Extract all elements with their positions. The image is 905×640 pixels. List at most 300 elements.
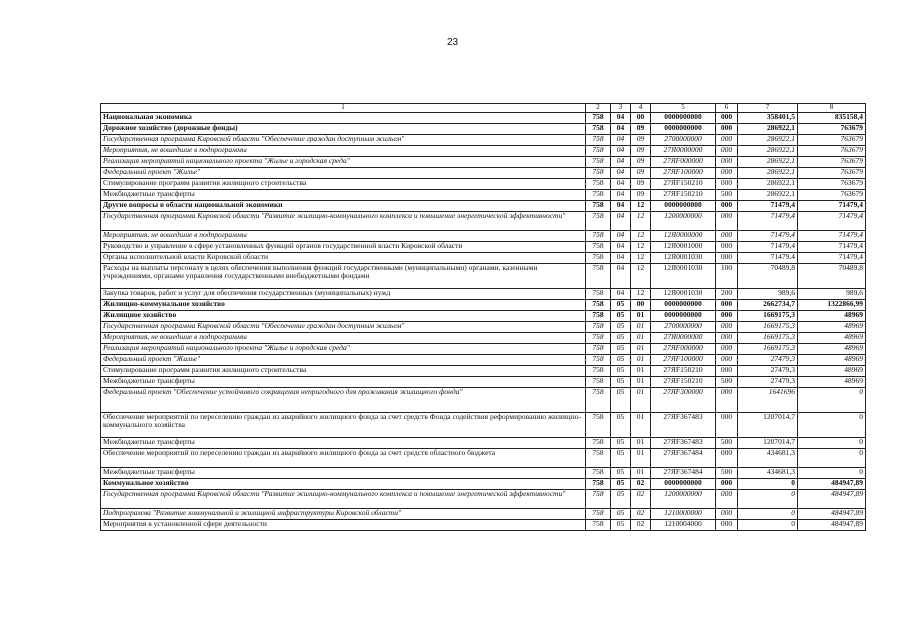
row-amount-col7: 1669175,3 [738, 333, 798, 344]
row-subsection-code: 02 [631, 509, 651, 520]
row-section-code: 05 [611, 311, 631, 322]
row-target-article: 1200000000 [651, 490, 716, 509]
row-description: Национальная экономика [101, 113, 586, 124]
row-amount-col7: 27479,3 [738, 366, 798, 377]
row-target-article: 27Я0000000 [651, 333, 716, 344]
row-target-article: 27Я0000000 [651, 146, 716, 157]
row-target-article: 27ЯF100000 [651, 168, 716, 179]
row-amount-col7: 1641696 [738, 388, 798, 413]
header-cell: 7 [738, 104, 798, 113]
row-subsection-code: 12 [631, 201, 651, 212]
row-amount-col8: 484947,89 [798, 509, 866, 520]
row-amount-col8: 71479,4 [798, 242, 866, 253]
table-row [101, 438, 866, 449]
row-target-article: 27ЯF367483 [651, 413, 716, 438]
table-row [101, 333, 866, 344]
row-subsection-code: 01 [631, 344, 651, 355]
row-expense-type: 000 [716, 344, 738, 355]
row-description: Органы исполнительной власти Кировской области [101, 253, 586, 264]
row-amount-col8: 763679 [798, 124, 866, 135]
row-expense-type: 500 [716, 468, 738, 479]
row-ministry-code: 758 [586, 366, 611, 377]
row-section-code: 05 [611, 413, 631, 438]
row-amount-col7: 286922,1 [738, 179, 798, 190]
row-target-article: 0000000000 [651, 300, 716, 311]
row-amount-col8: 71479,4 [798, 212, 866, 231]
row-expense-type: 000 [716, 479, 738, 490]
table-row [101, 322, 866, 333]
row-ministry-code: 758 [586, 509, 611, 520]
row-expense-type: 000 [716, 179, 738, 190]
row-target-article: 27ЯF367484 [651, 468, 716, 479]
row-expense-type: 000 [716, 157, 738, 168]
table-row [101, 479, 866, 490]
row-section-code: 05 [611, 344, 631, 355]
table-row [101, 157, 866, 168]
table-row [101, 377, 866, 388]
row-target-article: 1210004000 [651, 520, 716, 531]
row-amount-col7: 0 [738, 479, 798, 490]
row-subsection-code: 09 [631, 168, 651, 179]
row-amount-col8: 484947,89 [798, 490, 866, 509]
row-expense-type: 000 [716, 124, 738, 135]
row-ministry-code: 758 [586, 201, 611, 212]
row-amount-col7: 0 [738, 490, 798, 509]
row-section-code: 05 [611, 388, 631, 413]
row-ministry-code: 758 [586, 242, 611, 253]
row-target-article: 27ЯF150210 [651, 377, 716, 388]
row-subsection-code: 01 [631, 311, 651, 322]
row-expense-type: 000 [716, 242, 738, 253]
table-row [101, 490, 866, 509]
table-row [101, 253, 866, 264]
row-expense-type: 000 [716, 311, 738, 322]
row-amount-col7: 71479,4 [738, 212, 798, 231]
row-expense-type: 500 [716, 438, 738, 449]
header-row [101, 104, 866, 113]
row-description: Реализация мероприятий национального проекта "Жилье и городская среда" [101, 344, 586, 355]
row-expense-type: 000 [716, 212, 738, 231]
row-section-code: 05 [611, 479, 631, 490]
row-expense-type: 000 [716, 135, 738, 146]
row-description: Межбюджетные трансферты [101, 468, 586, 479]
row-expense-type: 000 [716, 520, 738, 531]
row-amount-col8: 70489,8 [798, 264, 866, 289]
table-row [101, 231, 866, 242]
row-amount-col8: 71479,4 [798, 231, 866, 242]
row-description: Другие вопросы в области национальной экономики [101, 201, 586, 212]
row-section-code: 05 [611, 322, 631, 333]
table-row [101, 212, 866, 231]
row-section-code: 04 [611, 264, 631, 289]
row-amount-col8: 48969 [798, 333, 866, 344]
row-subsection-code: 09 [631, 179, 651, 190]
row-expense-type: 000 [716, 413, 738, 438]
row-amount-col8: 0 [798, 468, 866, 479]
table-row [101, 201, 866, 212]
row-subsection-code: 01 [631, 322, 651, 333]
row-expense-type: 500 [716, 190, 738, 201]
row-amount-col8: 48969 [798, 377, 866, 388]
row-target-article: 12Я0000000 [651, 231, 716, 242]
row-amount-col8: 48969 [798, 344, 866, 355]
row-subsection-code: 12 [631, 242, 651, 253]
row-target-article: 12Я0001000 [651, 242, 716, 253]
row-ministry-code: 758 [586, 438, 611, 449]
row-subsection-code: 12 [631, 212, 651, 231]
row-target-article: 27ЯF150210 [651, 179, 716, 190]
row-ministry-code: 758 [586, 168, 611, 179]
row-section-code: 04 [611, 113, 631, 124]
row-target-article: 27ЯF000000 [651, 344, 716, 355]
row-amount-col8: 763679 [798, 135, 866, 146]
row-subsection-code: 12 [631, 264, 651, 289]
row-target-article: 27ЯF367484 [651, 449, 716, 468]
row-amount-col7: 27479,3 [738, 377, 798, 388]
row-description: Стимулирование программ развития жилищного строительства [101, 366, 586, 377]
row-amount-col8: 48969 [798, 322, 866, 333]
row-amount-col7: 434681,3 [738, 449, 798, 468]
table-row [101, 168, 866, 179]
row-expense-type: 000 [716, 490, 738, 509]
row-description: Федеральный проект "Жилье" [101, 355, 586, 366]
row-ministry-code: 758 [586, 179, 611, 190]
row-subsection-code: 09 [631, 190, 651, 201]
row-description: Обеспечение мероприятий по переселению граждан из аварийного жилищного фонда за счет средств областного бюджета [101, 449, 586, 468]
row-description: Реализация мероприятий национального проекта "Жилье и городская среда" [101, 157, 586, 168]
row-subsection-code: 12 [631, 289, 651, 300]
row-subsection-code: 01 [631, 413, 651, 438]
row-ministry-code: 758 [586, 377, 611, 388]
row-ministry-code: 758 [586, 311, 611, 322]
row-ministry-code: 758 [586, 146, 611, 157]
row-section-code: 04 [611, 212, 631, 231]
row-subsection-code: 01 [631, 355, 651, 366]
row-target-article: 2700000000 [651, 135, 716, 146]
row-target-article: 27ЯF367483 [651, 438, 716, 449]
row-description: Федеральный проект "Обеспечение устойчивого сокращения непригодного для проживания жилищного фонда" [101, 388, 586, 413]
row-description: Мероприятия, не вошедшие в подпрограммы [101, 333, 586, 344]
row-subsection-code: 02 [631, 479, 651, 490]
row-amount-col8: 71479,4 [798, 253, 866, 264]
row-description: Стимулирование программ развития жилищного строительства [101, 179, 586, 190]
row-target-article: 0000000000 [651, 201, 716, 212]
row-subsection-code: 12 [631, 253, 651, 264]
row-section-code: 04 [611, 168, 631, 179]
row-amount-col7: 1669175,3 [738, 344, 798, 355]
row-section-code: 04 [611, 253, 631, 264]
row-amount-col8: 763679 [798, 179, 866, 190]
row-section-code: 04 [611, 190, 631, 201]
table-row [101, 300, 866, 311]
row-description: Государственная программа Кировской области "Развитие жилищно-коммунального комплекса и повышение энергетической эффективности" [101, 490, 586, 509]
row-ministry-code: 758 [586, 157, 611, 168]
row-expense-type: 000 [716, 201, 738, 212]
row-amount-col8: 484947,89 [798, 479, 866, 490]
row-subsection-code: 09 [631, 135, 651, 146]
row-amount-col8: 0 [798, 438, 866, 449]
row-target-article: 27ЯF100000 [651, 355, 716, 366]
row-expense-type: 000 [716, 509, 738, 520]
row-description: Коммунальное хозяйство [101, 479, 586, 490]
row-amount-col8: 0 [798, 388, 866, 413]
row-subsection-code: 01 [631, 468, 651, 479]
row-amount-col8: 835158,4 [798, 113, 866, 124]
row-section-code: 05 [611, 520, 631, 531]
table-row [101, 355, 866, 366]
row-amount-col7: 1669175,3 [738, 322, 798, 333]
table-row [101, 449, 866, 468]
row-subsection-code: 02 [631, 490, 651, 509]
row-section-code: 04 [611, 157, 631, 168]
row-description: Мероприятия в установленной сфере деятельности [101, 520, 586, 531]
row-amount-col7: 1207014,7 [738, 413, 798, 438]
row-ministry-code: 758 [586, 344, 611, 355]
row-section-code: 04 [611, 146, 631, 157]
row-ministry-code: 758 [586, 468, 611, 479]
row-subsection-code: 01 [631, 377, 651, 388]
row-subsection-code: 01 [631, 438, 651, 449]
row-subsection-code: 00 [631, 300, 651, 311]
row-section-code: 04 [611, 201, 631, 212]
row-expense-type: 000 [716, 333, 738, 344]
table-row [101, 388, 866, 413]
row-amount-col7: 989,6 [738, 289, 798, 300]
row-subsection-code: 01 [631, 449, 651, 468]
row-section-code: 05 [611, 490, 631, 509]
row-description: Жилищно-коммунальное хозяйство [101, 300, 586, 311]
page-number: 23 [446, 37, 459, 48]
row-description: Руководство и управление в сфере установленных функций органов государственной власти Кировской области [101, 242, 586, 253]
row-section-code: 04 [611, 179, 631, 190]
header-cell: 5 [651, 104, 716, 113]
row-amount-col8: 71479,4 [798, 201, 866, 212]
row-expense-type: 000 [716, 449, 738, 468]
table-body [101, 113, 866, 531]
table-row [101, 135, 866, 146]
row-description: Межбюджетные трансферты [101, 377, 586, 388]
row-subsection-code: 02 [631, 520, 651, 531]
header-cell: 3 [611, 104, 631, 113]
header-cell: 1 [101, 104, 586, 113]
row-expense-type: 000 [716, 355, 738, 366]
row-target-article: 2700000000 [651, 322, 716, 333]
table-row [101, 413, 866, 438]
table-row [101, 289, 866, 300]
row-section-code: 05 [611, 377, 631, 388]
row-target-article: 27ЯF300000 [651, 388, 716, 413]
row-ministry-code: 758 [586, 212, 611, 231]
row-section-code: 05 [611, 449, 631, 468]
row-description: Закупка товаров, работ и услуг для обеспечения государственных (муниципальных) нужд [101, 289, 586, 300]
row-section-code: 05 [611, 468, 631, 479]
row-section-code: 05 [611, 366, 631, 377]
row-section-code: 05 [611, 355, 631, 366]
row-amount-col7: 70489,8 [738, 264, 798, 289]
row-section-code: 04 [611, 231, 631, 242]
row-ministry-code: 758 [586, 253, 611, 264]
row-target-article: 0000000000 [651, 479, 716, 490]
row-amount-col7: 286922,1 [738, 146, 798, 157]
row-section-code: 04 [611, 124, 631, 135]
row-amount-col7: 2662734,7 [738, 300, 798, 311]
row-description: Межбюджетные трансферты [101, 438, 586, 449]
table-row [101, 344, 866, 355]
table-row [101, 366, 866, 377]
row-target-article: 27ЯF000000 [651, 157, 716, 168]
row-amount-col7: 71479,4 [738, 201, 798, 212]
row-amount-col8: 48969 [798, 366, 866, 377]
header-cell: 2 [586, 104, 611, 113]
row-subsection-code: 00 [631, 113, 651, 124]
row-amount-col8: 763679 [798, 168, 866, 179]
row-amount-col7: 27479,3 [738, 355, 798, 366]
row-target-article: 1200000000 [651, 212, 716, 231]
row-description: Мероприятия, не вошедшие в подпрограммы [101, 146, 586, 157]
row-description: Обеспечение мероприятий по переселению граждан из аварийного жилищного фонда за счет средств Фонда содействия реформированию жилищно-коммунального хозяйства [101, 413, 586, 438]
row-section-code: 05 [611, 300, 631, 311]
row-section-code: 05 [611, 333, 631, 344]
table-row [101, 124, 866, 135]
row-amount-col8: 0 [798, 413, 866, 438]
table-row [101, 113, 866, 124]
row-amount-col8: 1322866,99 [798, 300, 866, 311]
row-description: Подпрограмма "Развитие коммунальной и жилищной инфраструктуры Кировской области" [101, 509, 586, 520]
row-target-article: 27ЯF150210 [651, 366, 716, 377]
row-amount-col8: 0 [798, 449, 866, 468]
row-ministry-code: 758 [586, 264, 611, 289]
row-amount-col8: 763679 [798, 157, 866, 168]
row-ministry-code: 758 [586, 135, 611, 146]
row-ministry-code: 758 [586, 355, 611, 366]
row-ministry-code: 758 [586, 113, 611, 124]
row-amount-col8: 484947,89 [798, 520, 866, 531]
row-amount-col7: 1669175,3 [738, 311, 798, 322]
row-description: Межбюджетные трансферты [101, 190, 586, 201]
row-section-code: 05 [611, 438, 631, 449]
row-description: Мероприятия, не вошедшие в подпрограммы [101, 231, 586, 242]
row-section-code: 05 [611, 509, 631, 520]
row-expense-type: 000 [716, 146, 738, 157]
row-target-article: 0000000000 [651, 311, 716, 322]
row-amount-col8: 763679 [798, 146, 866, 157]
row-amount-col7: 286922,1 [738, 190, 798, 201]
row-amount-col7: 286922,1 [738, 135, 798, 146]
row-description: Федеральный проект "Жилье" [101, 168, 586, 179]
row-amount-col7: 1207014,7 [738, 438, 798, 449]
row-ministry-code: 758 [586, 190, 611, 201]
row-expense-type: 000 [716, 168, 738, 179]
row-subsection-code: 12 [631, 231, 651, 242]
row-ministry-code: 758 [586, 479, 611, 490]
row-description: Государственная программа Кировской области "Обеспечение граждан доступным жильем" [101, 322, 586, 333]
row-subsection-code: 01 [631, 366, 651, 377]
row-section-code: 04 [611, 289, 631, 300]
row-expense-type: 000 [716, 366, 738, 377]
row-amount-col7: 71479,4 [738, 253, 798, 264]
row-amount-col7: 0 [738, 509, 798, 520]
row-subsection-code: 01 [631, 333, 651, 344]
row-expense-type: 000 [716, 231, 738, 242]
row-target-article: 12Я0001030 [651, 264, 716, 289]
table-row [101, 146, 866, 157]
row-section-code: 04 [611, 135, 631, 146]
row-amount-col7: 434681,3 [738, 468, 798, 479]
row-ministry-code: 758 [586, 333, 611, 344]
row-description: Жилищное хозяйство [101, 311, 586, 322]
row-ministry-code: 758 [586, 520, 611, 531]
row-ministry-code: 758 [586, 300, 611, 311]
table-row [101, 242, 866, 253]
budget-table [100, 103, 866, 531]
row-ministry-code: 758 [586, 124, 611, 135]
table-row [101, 179, 866, 190]
row-amount-col8: 989,6 [798, 289, 866, 300]
row-ministry-code: 758 [586, 413, 611, 438]
row-ministry-code: 758 [586, 449, 611, 468]
row-amount-col7: 286922,1 [738, 157, 798, 168]
row-amount-col7: 286922,1 [738, 124, 798, 135]
row-expense-type: 200 [716, 289, 738, 300]
row-subsection-code: 09 [631, 124, 651, 135]
row-description: Дорожное хозяйство (дорожные фонды) [101, 124, 586, 135]
row-subsection-code: 09 [631, 157, 651, 168]
row-amount-col7: 71479,4 [738, 242, 798, 253]
row-target-article: 12Я0001030 [651, 253, 716, 264]
row-ministry-code: 758 [586, 289, 611, 300]
row-target-article: 12Я0001030 [651, 289, 716, 300]
row-description: Расходы на выплаты персоналу в целях обеспечения выполнения функций государственными (муниципальными) органами, казенными учреждениями, органами управления государственными внебюджетными фондами [101, 264, 586, 289]
row-expense-type: 000 [716, 300, 738, 311]
row-expense-type: 000 [716, 253, 738, 264]
row-amount-col7: 0 [738, 520, 798, 531]
row-amount-col8: 763679 [798, 190, 866, 201]
row-ministry-code: 758 [586, 490, 611, 509]
table-row [101, 468, 866, 479]
row-amount-col7: 358401,5 [738, 113, 798, 124]
row-description: Государственная программа Кировской области "Развитие жилищно-коммунального комплекса и повышение энергетической эффективности" [101, 212, 586, 231]
row-ministry-code: 758 [586, 322, 611, 333]
row-expense-type: 000 [716, 113, 738, 124]
row-ministry-code: 758 [586, 231, 611, 242]
row-subsection-code: 09 [631, 146, 651, 157]
header-cell: 8 [798, 104, 866, 113]
row-amount-col7: 71479,4 [738, 231, 798, 242]
row-amount-col8: 48969 [798, 311, 866, 322]
row-target-article: 0000000000 [651, 124, 716, 135]
row-expense-type: 000 [716, 388, 738, 413]
table-row [101, 190, 866, 201]
row-amount-col7: 286922,1 [738, 168, 798, 179]
row-target-article: 27ЯF150210 [651, 190, 716, 201]
row-expense-type: 100 [716, 264, 738, 289]
row-description: Государственная программа Кировской области "Обеспечение граждан доступным жильем" [101, 135, 586, 146]
row-target-article: 0000000000 [651, 113, 716, 124]
row-ministry-code: 758 [586, 388, 611, 413]
table-row [101, 509, 866, 520]
table-row [101, 520, 866, 531]
table-row [101, 264, 866, 289]
row-subsection-code: 01 [631, 388, 651, 413]
row-section-code: 04 [611, 242, 631, 253]
row-expense-type: 500 [716, 377, 738, 388]
table-row [101, 311, 866, 322]
row-expense-type: 000 [716, 322, 738, 333]
row-amount-col8: 48969 [798, 355, 866, 366]
header-cell: 4 [631, 104, 651, 113]
row-target-article: 1210000000 [651, 509, 716, 520]
header-cell: 6 [716, 104, 738, 113]
